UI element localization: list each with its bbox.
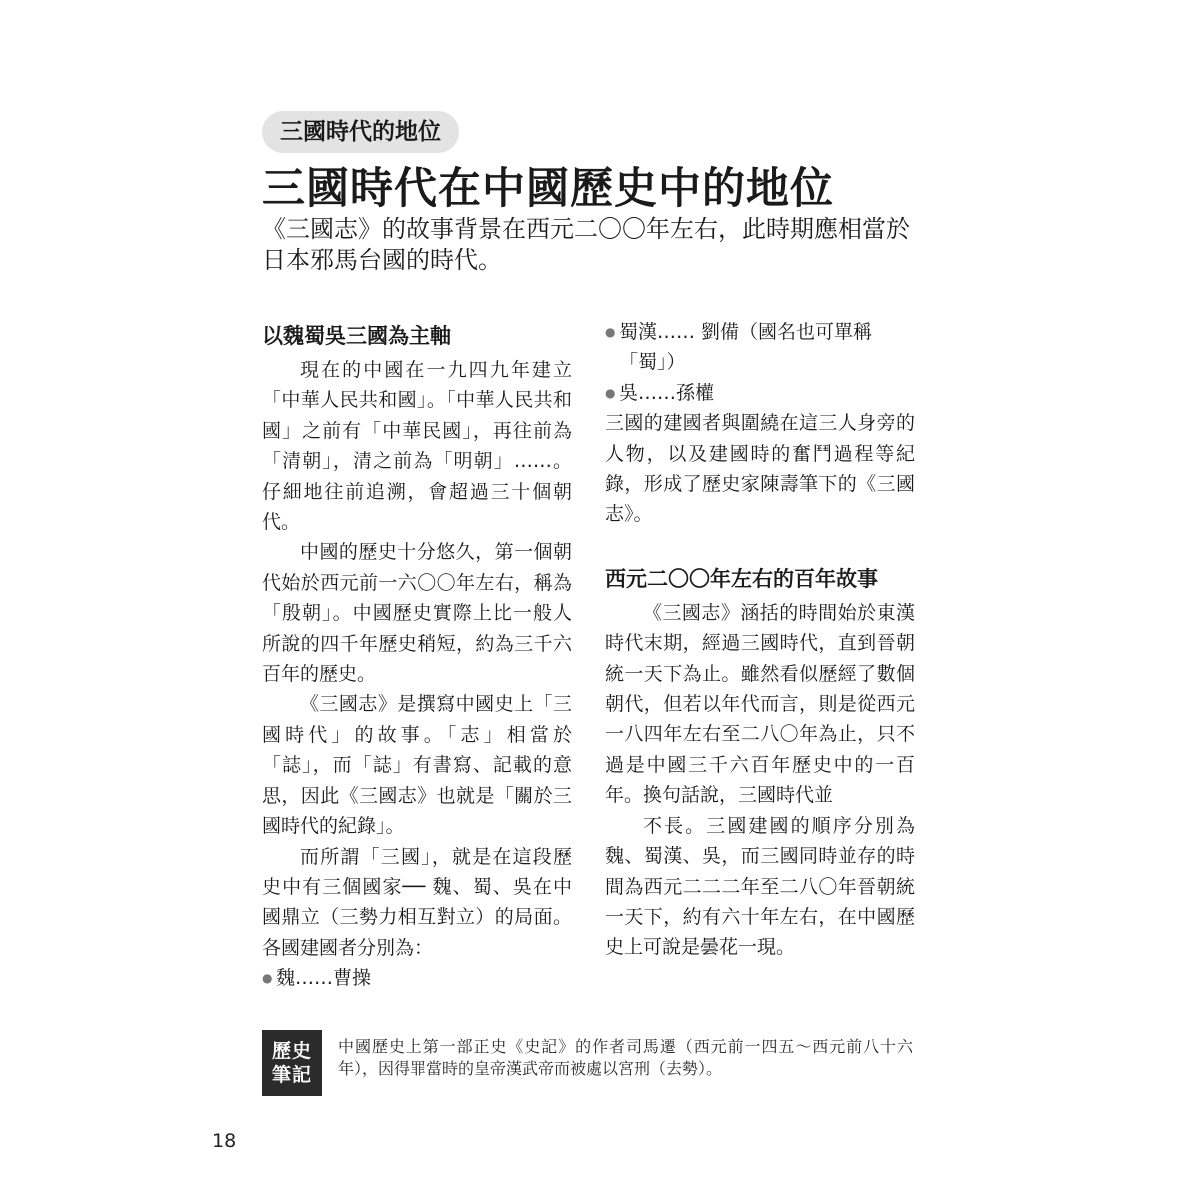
left-column — [262, 317, 572, 994]
bullet-icon: ● — [605, 325, 616, 339]
body-paragraph: 而所謂「三國」，就是在這段歷史中有三個國家── 魏、蜀、吳在中國鼎立（三勢力相互對立）的局面。各國建國者分別為： — [262, 845, 572, 959]
section-spacer — [605, 530, 915, 560]
left-column-heading: 以魏蜀吳三國為主軸 — [262, 324, 451, 348]
body-paragraph: 現在的中國在一九四九年建立「中華人民共和國」。「中華人民共和國」之前有「中華民國」，再往前為「清朝」，清之前為「明朝」……。仔細地往前追溯，會超過三十個朝代。 — [262, 359, 572, 534]
bullet-icon: ● — [262, 971, 273, 986]
body-paragraph: 不長。三國建國的順序分別為魏、蜀漢、吳，而三國同時並存的時間為西元二二二年至二八〇年晉朝統一天下，約有六十年左右，在中國歷史上可說是曇花一現。 — [605, 814, 915, 959]
list-item — [605, 317, 915, 378]
list-item-text: 魏……曹操 — [276, 967, 372, 990]
list-item — [262, 963, 572, 993]
page-number: 18 — [212, 1130, 237, 1152]
history-note-text: 中國歷史上第一部正史《史記》的作者司馬遷（西元前一四五～西元前八十六年），因得罪當時的皇帝漢武帝而被處以宮刑（去勢）。 — [338, 1037, 913, 1078]
history-note-label — [262, 1030, 322, 1096]
page-title: 三國時代在中國歷史中的地位 — [262, 164, 834, 214]
history-note-label-line: 筆記 — [271, 1064, 312, 1086]
history-note-label-line: 歷史 — [271, 1040, 312, 1062]
right-column — [605, 317, 915, 963]
body-paragraph: 三國的建國者與圍繞在這三人身旁的人物，以及建國時的奮鬥過程等紀錄，形成了歷史家陳壽筆下的《三國志》。 — [605, 412, 915, 526]
lead-paragraph: 《三國志》的故事背景在西元二〇〇年左右，此時期應相當於日本邪馬台國的時代。 — [262, 215, 910, 274]
body-paragraph: 《三國志》是撰寫中國史上「三國時代」的故事。「志」相當於「誌」，而「誌」有書寫、記載的意思，因此《三國志》也就是「關於三國時代的紀錄」。 — [262, 693, 572, 838]
body-paragraph: 中國的歷史十分悠久，第一個朝代始於西元前一六〇〇年左右，稱為「殷朝」。中國歷史實際上比一般人所說的四千年歷史稍短，約為三千六百年的歷史。 — [262, 541, 572, 686]
list-item-text: 蜀漢…… 劉備（國名也可單稱「蜀」） — [619, 321, 873, 374]
bullet-icon: ● — [605, 385, 616, 400]
list-item — [605, 378, 915, 408]
body-paragraph: 《三國志》涵括的時間始於東漢時代末期，經過三國時代，直到晉朝統一天下為止。雖然看似歷經了數個朝代，但若以年代而言，則是從西元一八四年左右至二八〇年為止，只不過是中國三千六百年歷史中的一百年。換句話說，三國時代並 — [605, 601, 915, 807]
right-column-heading: 西元二〇〇年左右的百年故事 — [605, 566, 878, 591]
section-tag: 三國時代的地位 — [262, 111, 459, 153]
list-item-text: 吳……孫權 — [619, 381, 715, 404]
